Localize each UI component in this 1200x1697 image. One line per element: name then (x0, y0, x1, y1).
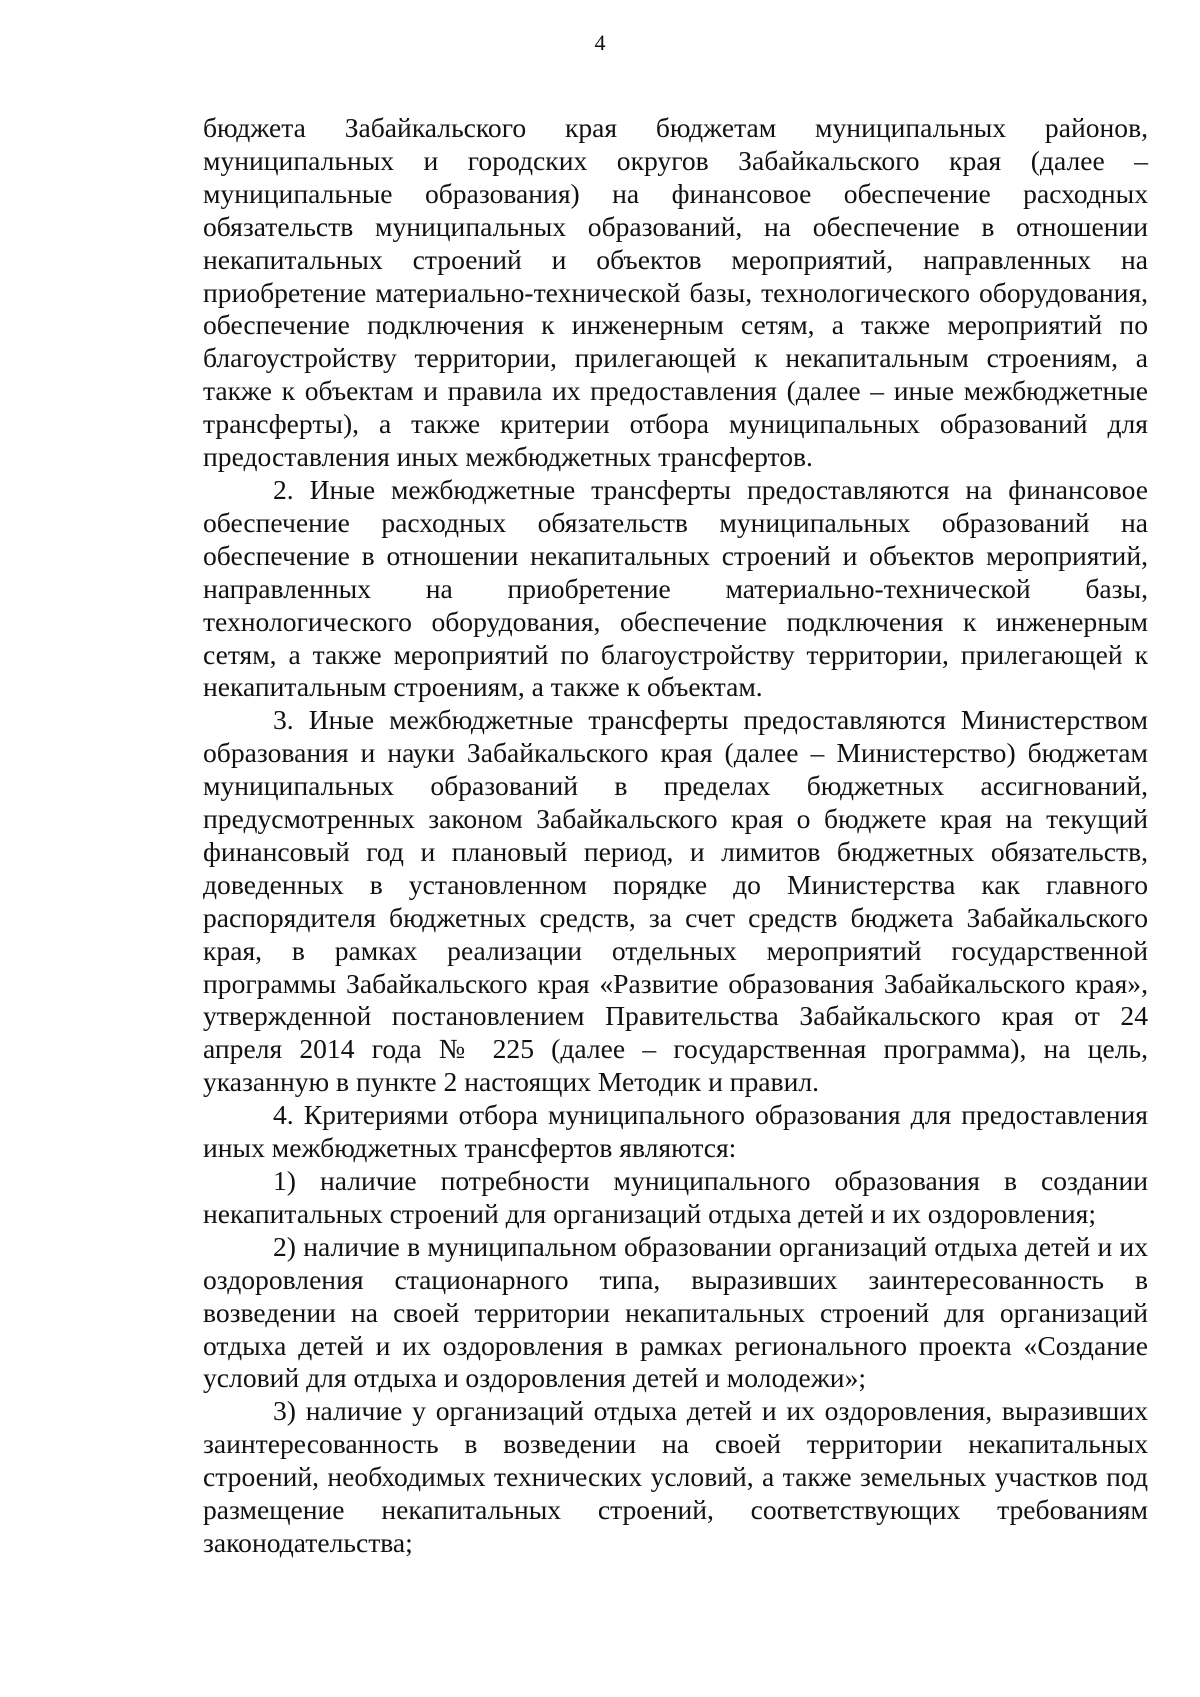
criterion-2: 2) наличие в муниципальном образовании организаций отдыха детей и их оздоровления стационарного типа, выразивших заинтересованность в возведении на своей территории некапитальных строений для организаций отдыха детей и их оздоровления в рамках регионального проекта «Создание условий для отдыха и оздоровления детей и молодежи»; (203, 1230, 1148, 1394)
paragraph-intro-continuation: бюджета Забайкальского края бюджетам муниципальных районов, муниципальных и городских округов Забайкальского края (далее – муниципальные образования) на финансовое обеспечение расходных обязательств муниципальных образований, на обеспечение в отношении некапитальных строений и объектов мероприятий, направленных на приобретение материально-технической базы, технологического оборудования, обеспечение подключения к инженерным сетям, а также мероприятий по благоустройству территории, прилегающей к некапитальным строениям, а также к объектам и правила их предоставления (далее – иные межбюджетные трансферты), а также критерии отбора муниципальных образований для предоставления иных межбюджетных трансфертов. (203, 112, 1148, 473)
paragraph-item-4: 4. Критериями отбора муниципального образования для предоставления иных межбюджетных трансфертов являются: (203, 1099, 1148, 1164)
criterion-1: 1) наличие потребности муниципального образования в создании некапитальных строений для организаций отдыха детей и их оздоровления; (203, 1165, 1148, 1229)
paragraph-item-2: 2. Иные межбюджетные трансферты предоставляются на финансовое обеспечение расходных обязательств муниципальных образований на обеспечение в отношении некапитальных строений и объектов мероприятий, направленных на приобретение материально-технической базы, технологического оборудования, обеспечение подключения к инженерным сетям, а также мероприятий по благоустройству территории, прилегающей к некапитальным строениям, а также к объектам. (203, 473, 1148, 703)
criterion-3: 3) наличие у организаций отдыха детей и их оздоровления, выразивших заинтересованность в возведении на своей территории некапитальных строений, необходимых технических условий, а также земельных участков под размещение некапитальных строений, соответствующих требованиям законодательства; (203, 1395, 1148, 1558)
page-number: 4 (594, 30, 606, 55)
paragraph-item-3: 3. Иные межбюджетные трансферты предоставляются Министерством образования и науки Забайкальского края (далее – Министерство) бюджетам муниципальных образований в пределах бюджетных ассигнований, предусмотренных законом Забайкальского края о бюджете края на текущий финансовый год и плановый период, и лимитов бюджетных обязательств, доведенных в установленном порядке до Министерства как главного распорядителя бюджетных средств, за счет средств бюджета Забайкальского края, в рамках реализации отдельных мероприятий государственной программы Забайкальского края «Развитие образования Забайкальского края», утвержденной постановлением Правительства Забайкальского края от 24 апреля 2014 года № 225 (далее – государственная программа), на цель, указанную в пункте 2 настоящих Методик и правил. (203, 704, 1148, 1098)
document-body (203, 112, 1148, 1560)
